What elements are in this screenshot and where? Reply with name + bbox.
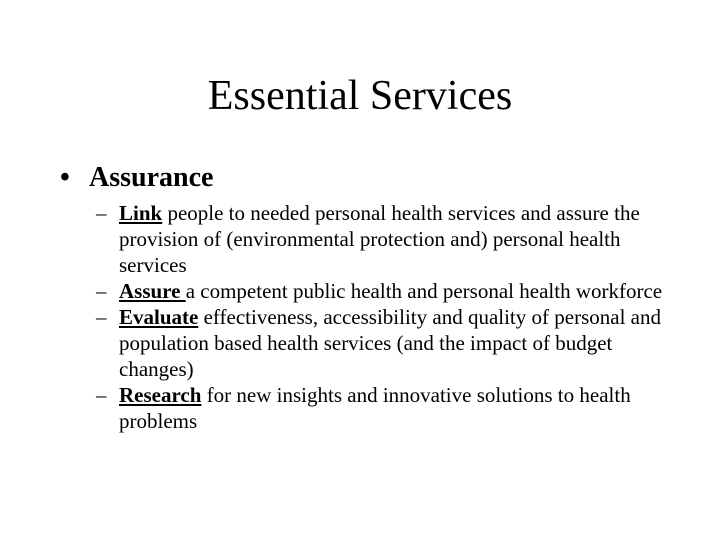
sub-bullet-assure [96, 278, 676, 304]
keyword-evaluate: Evaluate [119, 305, 199, 329]
dash-marker: – [96, 201, 107, 225]
dash-marker: – [96, 383, 107, 407]
bullet-marker: • [60, 162, 70, 193]
sub-bullet-link [96, 200, 676, 278]
keyword-assure: Assure [119, 279, 186, 303]
keyword-link: Link [119, 201, 163, 225]
main-bullet [60, 160, 213, 196]
slide-title: Essential Services [207, 73, 513, 119]
sub-bullet-list [96, 200, 676, 434]
sub-bullet-evaluate [96, 304, 676, 382]
sub-bullet-text: a competent public health and personal health workforce [185, 279, 663, 303]
sub-bullet-text: for new insights and innovative solutions to health problems [119, 383, 631, 433]
sub-bullet-text: people to needed personal health services and assure the provision of (environmental protection and) personal health services [119, 201, 640, 277]
sub-bullet-text: effectiveness, accessibility and quality of personal and population based health services (and the impact of budget changes) [119, 305, 661, 381]
main-bullet-text: Assurance [89, 162, 214, 193]
keyword-research: Research [119, 383, 202, 407]
sub-bullet-research [96, 382, 676, 434]
dash-marker: – [96, 305, 107, 329]
dash-marker: – [96, 279, 107, 303]
